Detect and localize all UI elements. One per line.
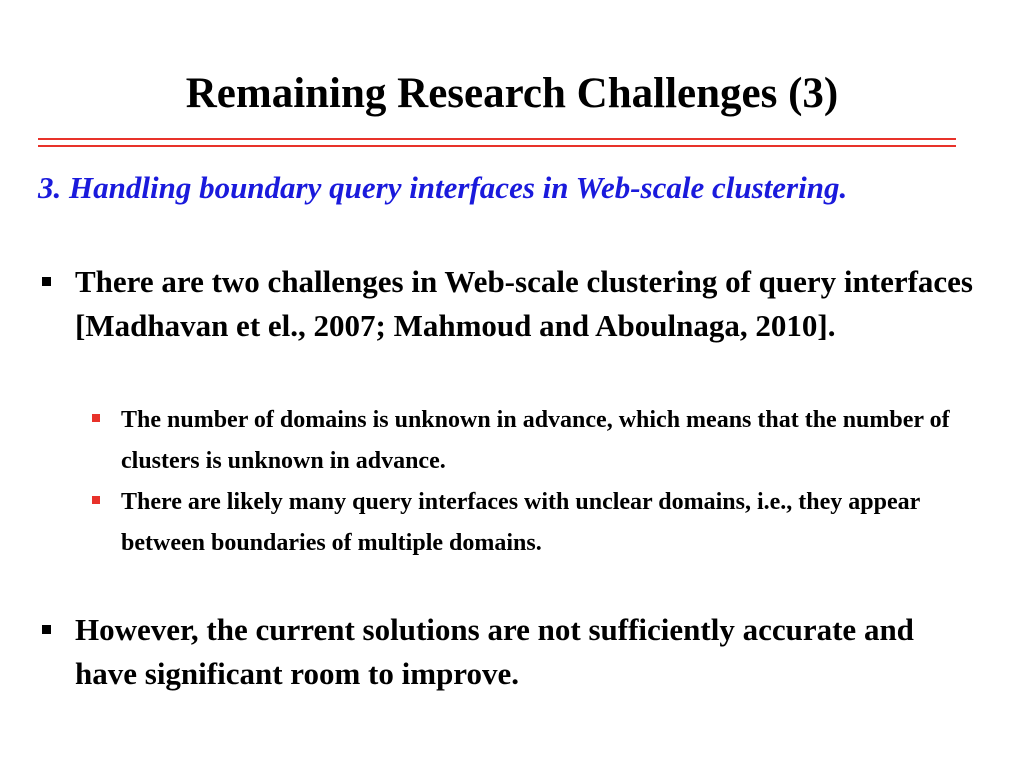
square-bullet-icon	[92, 414, 100, 422]
square-bullet-icon	[42, 277, 51, 286]
slide-title: Remaining Research Challenges (3)	[185, 70, 839, 117]
sub-bullet-text: The number of domains is unknown in advance, which means that the number of clusters is unknown in advance.	[121, 407, 950, 474]
subheading: 3. Handling boundary query interfaces in Web-scale clustering.	[38, 170, 848, 205]
sub-bullet-text: There are likely many query interfaces with unclear domains, i.e., they appear between boundaries of multiple domains.	[121, 489, 920, 556]
title-underline-top	[38, 138, 956, 140]
bullet-text: There are two challenges in Web-scale clustering of query interfaces [Madhavan et el., 2007; Mahmoud and Aboulnaga, 2010].	[75, 264, 974, 343]
title-underline-bottom	[38, 145, 956, 147]
square-bullet-icon	[42, 625, 51, 634]
bullet-text: However, the current solutions are not sufficiently accurate and have significant room to improve.	[75, 612, 914, 691]
square-bullet-icon	[92, 496, 100, 504]
